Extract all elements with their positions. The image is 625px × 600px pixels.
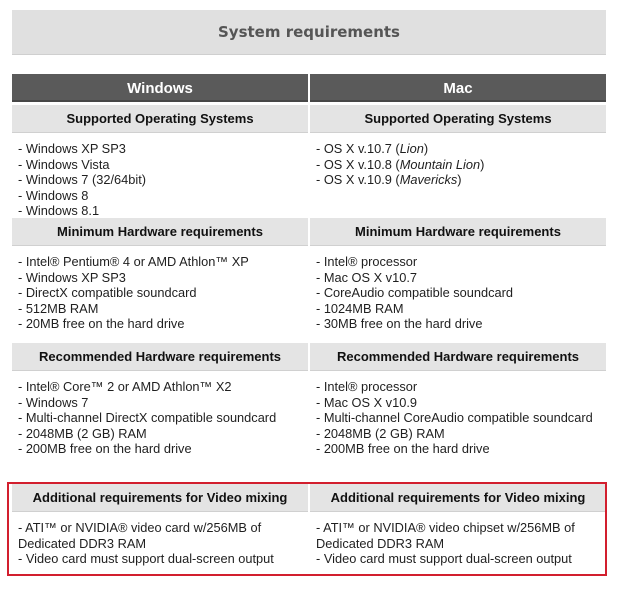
section-body-mac: [310, 133, 606, 215]
page-title: System requirements: [12, 10, 606, 55]
section-body-mac: [310, 246, 606, 340]
section-title-windows: Recommended Hardware requirements: [12, 343, 308, 371]
column-header-windows: Windows: [12, 74, 308, 102]
list-item: - ATI™ or NVIDIA® video chipset w/256MB of Dedicated DDR3 RAM: [316, 520, 575, 551]
video-mixing-section: [12, 484, 606, 569]
list-item: - Video card must support dual-screen output: [316, 551, 572, 566]
section-title-windows: Additional requirements for Video mixing: [12, 484, 308, 512]
list-item: - DirectX compatible soundcard: [18, 285, 197, 300]
section-body-mac: [310, 512, 606, 569]
list-item: - Video card must support dual-screen output: [18, 551, 274, 566]
list-item: - Intel® processor: [316, 254, 418, 269]
section-title-mac: Recommended Hardware requirements: [310, 343, 606, 371]
section-title-windows: Minimum Hardware requirements: [12, 218, 308, 246]
list-item: - Windows XP SP3: [18, 269, 126, 285]
list-item: - OS X v.10.8 (Mountain Lion): [316, 156, 485, 172]
list-item: - Mac OS X v10.9: [316, 394, 417, 410]
list-item: - Mac OS X v10.7: [316, 269, 417, 285]
list-item: - Windows 7: [18, 394, 89, 410]
list-item: - 200MB free on the hard drive: [18, 441, 192, 456]
list-item: - 200MB free on the hard drive: [316, 441, 490, 456]
section-title-mac: Additional requirements for Video mixing: [310, 484, 606, 512]
list-item: - Intel® Core™ 2 or AMD Athlon™ X2: [18, 379, 232, 394]
list-item: - Windows 7 (32/64bit): [18, 172, 147, 187]
list-item: - ATI™ or NVIDIA® video card w/256MB of Dedicated DDR3 RAM: [18, 520, 262, 551]
list-item: - Windows Vista: [18, 156, 110, 172]
list-item: - Windows 8.1: [18, 203, 100, 218]
list-item: - Windows 8: [18, 187, 89, 203]
section-body-windows: [12, 246, 308, 340]
list-item: - OS X v.10.7 (Lion): [316, 141, 429, 156]
list-item: - 2048MB (2 GB) RAM: [18, 425, 147, 441]
list-item: - Intel® processor: [316, 379, 418, 394]
list-item: - OS X v.10.9 (Mavericks): [316, 172, 462, 187]
list-item: - Multi-channel DirectX compatible soundcard: [18, 410, 277, 425]
list-item: - Multi-channel CoreAudio compatible soundcard: [316, 410, 593, 425]
section-body-windows: [12, 371, 308, 463]
section-title-mac: Minimum Hardware requirements: [310, 218, 606, 246]
list-item: - Intel® Pentium® 4 or AMD Athlon™ XP: [18, 254, 249, 269]
section-body-windows: [12, 512, 308, 569]
section-body-windows: [12, 133, 308, 218]
list-item: - 2048MB (2 GB) RAM: [316, 425, 445, 441]
list-item: - 20MB free on the hard drive: [18, 316, 185, 331]
list-item: - Windows XP SP3: [18, 141, 126, 156]
list-item: - 512MB RAM: [18, 300, 99, 316]
list-item: - 30MB free on the hard drive: [316, 316, 483, 331]
list-item: - 1024MB RAM: [316, 300, 404, 316]
section-title-windows: Supported Operating Systems: [12, 105, 308, 133]
requirements-table: [12, 74, 606, 463]
section-title-mac: Supported Operating Systems: [310, 105, 606, 133]
section-body-mac: [310, 371, 606, 463]
column-header-mac: Mac: [310, 74, 606, 102]
list-item: - CoreAudio compatible soundcard: [316, 285, 514, 300]
